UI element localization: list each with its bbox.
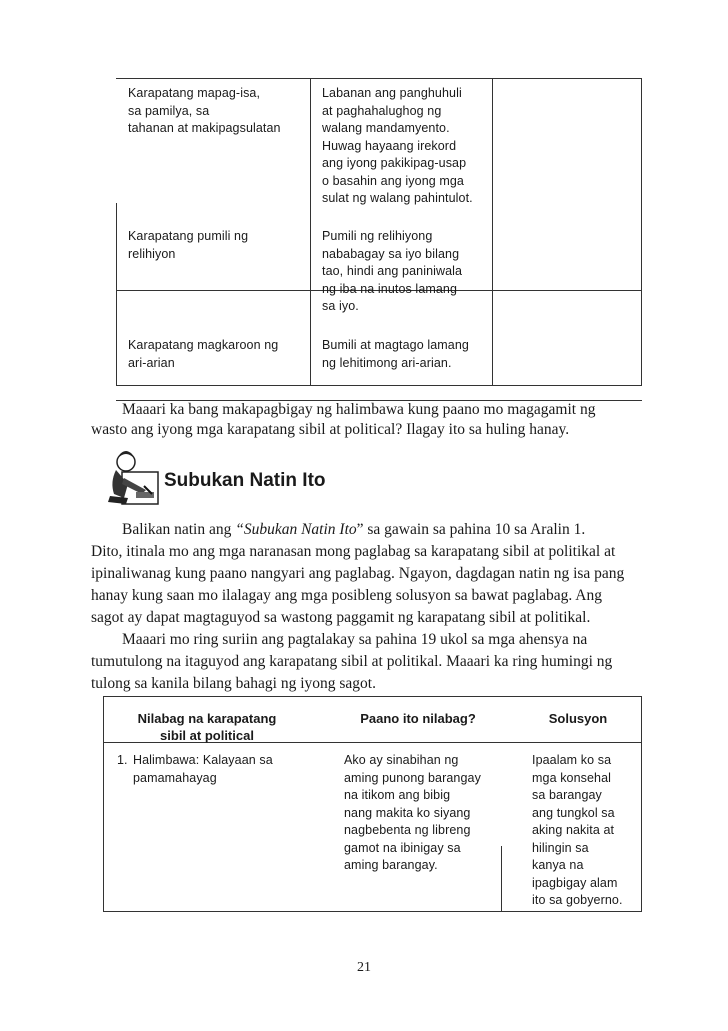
body-paragraph-line: tulong sa kanila bilang bahagi ng iyong sagot. — [91, 675, 376, 692]
italic-reference: “Subukan Natin Ito — [235, 521, 357, 538]
action-cell: Labanan ang panghuhuli at paghahalughog ng walang mandamyento. Huwag hayaang irekord ang iyong pakikipag-usap o basahin ang iyong mga sulat ng walang pahintulot. — [322, 86, 473, 205]
header-solution: Solusyon — [548, 711, 608, 726]
violations-table — [103, 696, 642, 912]
header-how-violated: Paano ito nilabag? — [360, 711, 476, 726]
body-paragraph-line: hanay kung saan mo ilalagay ang mga posibleng solusyon sa bawat paglabag. Ang — [91, 587, 602, 604]
action-cell: Bumili at magtago lamang ng lehitimong ari-arian. — [322, 338, 469, 370]
table-border-right — [641, 78, 642, 386]
how-violated-cell: Ako ay sinabihan ng aming punong barangay na itikom ang bibig nang makita ko siyang nagbebenta ng libreng gamot na ibinigay sa aming barangay. — [344, 753, 481, 872]
intro-paragraph-line: wasto ang iyong mga karapatang sibil at political? Ilagay ito sa huling hanay. — [91, 421, 570, 438]
rights-table — [116, 78, 642, 386]
table-border-left — [116, 203, 117, 386]
text-span: Balikan natin ang — [122, 521, 236, 538]
intro-paragraph-line: Maaari ka bang makapagbigay ng halimbawa kung paano mo magagamit ng — [122, 401, 596, 418]
body-paragraph-line: Maaari mo ring suriin ang pagtalakay sa pahina 19 ukol sa mga ahensya na — [122, 631, 588, 648]
table-border-top — [116, 78, 642, 79]
body-paragraph-line: Dito, itinala mo ang mga naranasan mong paglabag sa karapatang sibil at politikal at — [91, 543, 616, 560]
text-span: ” sa gawain sa pahina 10 sa Aralin 1. — [356, 521, 586, 538]
table-border-bottom — [116, 385, 642, 386]
row-number: 1. — [117, 753, 128, 767]
violated-right-cell: Halimbawa: Kalayaan sa pamamahayag — [133, 753, 273, 785]
right-cell: Karapatang pumili ng relihiyon — [128, 229, 249, 261]
action-cell: Pumili ng relihiyong nababagay sa iyo bilang tao, hindi ang paniniwala ng iba na inutos lamang sa iyo. — [322, 229, 463, 313]
body-paragraph-line: tumutulong na itaguyod ang karapatang sibil at politikal. Maaari ka ring humingi ng — [91, 653, 613, 670]
right-cell: Karapatang mapag-isa, sa pamilya, sa tahanan at makipagsulatan — [128, 86, 281, 135]
column-divider — [501, 846, 502, 912]
solution-cell: Ipaalam ko sa mga konsehal sa barangay ang tungkol sa aking nakita at hilingin sa kanya na ipagbigay alam ito sa gobyerno. — [532, 753, 623, 907]
header-violated-right: Nilabag na karapatang sibil at political — [137, 711, 277, 743]
section-title: Subukan Natin Ito — [164, 470, 326, 491]
right-cell: Karapatang magkaroon ng ari-arian — [128, 338, 279, 370]
column-divider — [492, 78, 493, 386]
body-paragraph-line — [122, 518, 585, 542]
body-paragraph-line: sagot ay dapat magtaguyod sa wastong paggamit ng karapatang sibil at politikal. — [91, 609, 591, 626]
person-writing-icon — [106, 448, 160, 506]
page-number: 21 — [357, 960, 371, 975]
column-divider — [310, 78, 311, 386]
body-paragraph-line: ipinaliwanag kung paano nangyari ang paglabag. Ngayon, dagdagan natin ng isa pang — [91, 565, 625, 582]
